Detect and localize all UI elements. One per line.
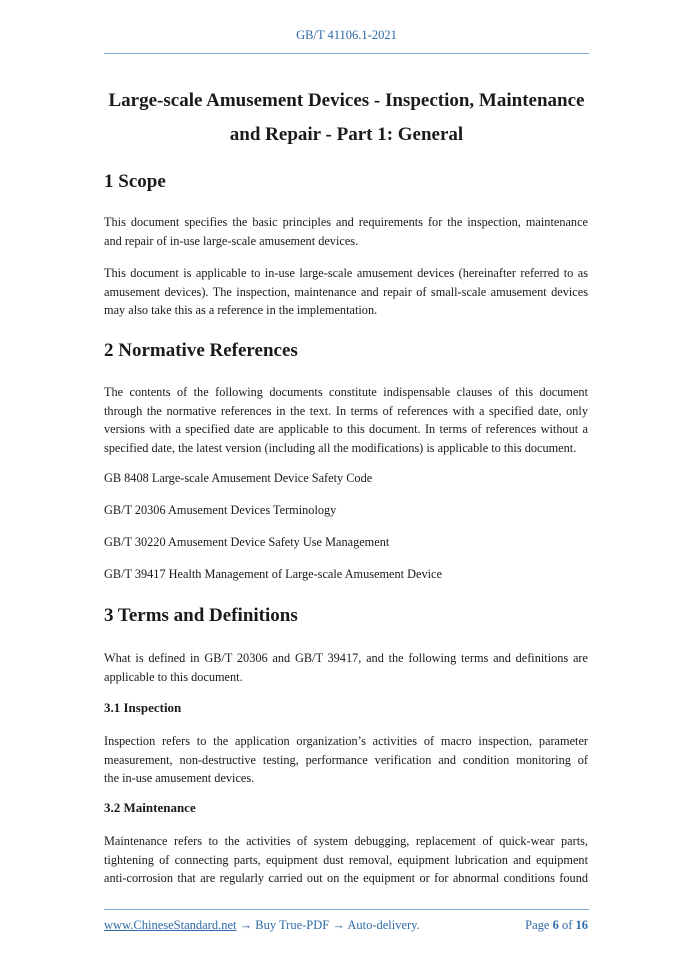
section-heading-normative-references: 2 Normative References bbox=[104, 340, 298, 361]
scope-paragraph-2 bbox=[104, 264, 588, 320]
arrow-icon: → bbox=[239, 918, 253, 932]
document-title bbox=[104, 84, 589, 152]
scope-paragraph-1 bbox=[104, 213, 588, 250]
header-divider bbox=[104, 53, 589, 54]
text-line: specified date, the latest version (including all the modifications) is applicable to this document. bbox=[104, 440, 577, 455]
text-line: measurement, non-destructive testing, performance verification and condition monitoring of bbox=[104, 752, 588, 767]
auto-delivery-text: Auto-delivery. bbox=[347, 918, 420, 932]
title-line-1: Large-scale Amusement Devices - Inspection, Maintenance bbox=[108, 90, 585, 111]
text-line: This document is applicable to in-use large-scale amusement devices (hereinafter referred to as bbox=[104, 266, 588, 280]
page-indicator bbox=[525, 918, 588, 933]
text-line: The contents of the following documents constitute indispensable clauses of this document bbox=[104, 385, 588, 399]
page-total: 16 bbox=[575, 918, 588, 932]
header-doc-code: GB/T 41106.1-2021 bbox=[296, 28, 397, 42]
inspection-paragraph bbox=[104, 732, 588, 788]
text-line: through the normative references in the text. In terms of references with a specified date, only bbox=[104, 403, 588, 418]
text-line: applicable to this document. bbox=[104, 669, 243, 684]
subsection-heading-maintenance: 3.2 Maintenance bbox=[104, 800, 196, 815]
normative-paragraph bbox=[104, 383, 588, 457]
page-number: 6 bbox=[552, 918, 559, 932]
text-line: This document specifies the basic principles and requirements for the inspection, maintenance bbox=[104, 215, 588, 229]
site-link[interactable]: www.ChineseStandard.net bbox=[104, 918, 237, 932]
text-line: Maintenance refers to the activities of system debugging, replacement of quick-wear parts, bbox=[104, 834, 588, 848]
text-line: the in-use amusement devices. bbox=[104, 771, 255, 786]
footer-divider bbox=[104, 909, 589, 910]
text-line: anti-corrosion that are regularly carried out on the equipment or for abnormal conditions found bbox=[104, 871, 588, 886]
text-line: versions with a specified date are applicable to this document. In terms of references without a bbox=[104, 422, 588, 437]
title-line-2: and Repair - Part 1: General bbox=[229, 124, 464, 145]
page-label: Page bbox=[525, 918, 550, 932]
text-line: tightening of connecting parts, equipment dust removal, equipment lubrication and equipment bbox=[104, 852, 588, 867]
reference-item: GB/T 30220 Amusement Device Safety Use Management bbox=[104, 535, 390, 549]
text-line: may also take this as a reference in the implementation. bbox=[104, 303, 378, 318]
footer-promo bbox=[104, 918, 420, 933]
section-heading-terms: 3 Terms and Definitions bbox=[104, 605, 298, 626]
reference-item: GB/T 39417 Health Management of Large-scale Amusement Device bbox=[104, 567, 442, 581]
maintenance-paragraph bbox=[104, 832, 588, 888]
subsection-heading-inspection: 3.1 Inspection bbox=[104, 700, 182, 715]
terms-paragraph bbox=[104, 649, 588, 686]
text-line: What is defined in GB/T 20306 and GB/T 39417, and the following terms and definitions are bbox=[104, 651, 588, 665]
reference-item: GB 8408 Large-scale Amusement Device Safety Code bbox=[104, 471, 373, 485]
section-heading-scope: 1 Scope bbox=[104, 171, 166, 192]
reference-item: GB/T 20306 Amusement Devices Terminology bbox=[104, 503, 337, 517]
text-line: Inspection refers to the application organization’s activities of macro inspection, parameter bbox=[104, 734, 588, 748]
arrow-icon: → bbox=[332, 918, 345, 932]
text-line: amusement devices). The inspection, maintenance and repair of small-scale amusement devices bbox=[104, 284, 588, 299]
of-label: of bbox=[561, 918, 573, 932]
text-line: and repair of in-use large-scale amusement devices. bbox=[104, 233, 359, 248]
buy-pdf-link[interactable]: Buy True-PDF bbox=[255, 918, 330, 932]
